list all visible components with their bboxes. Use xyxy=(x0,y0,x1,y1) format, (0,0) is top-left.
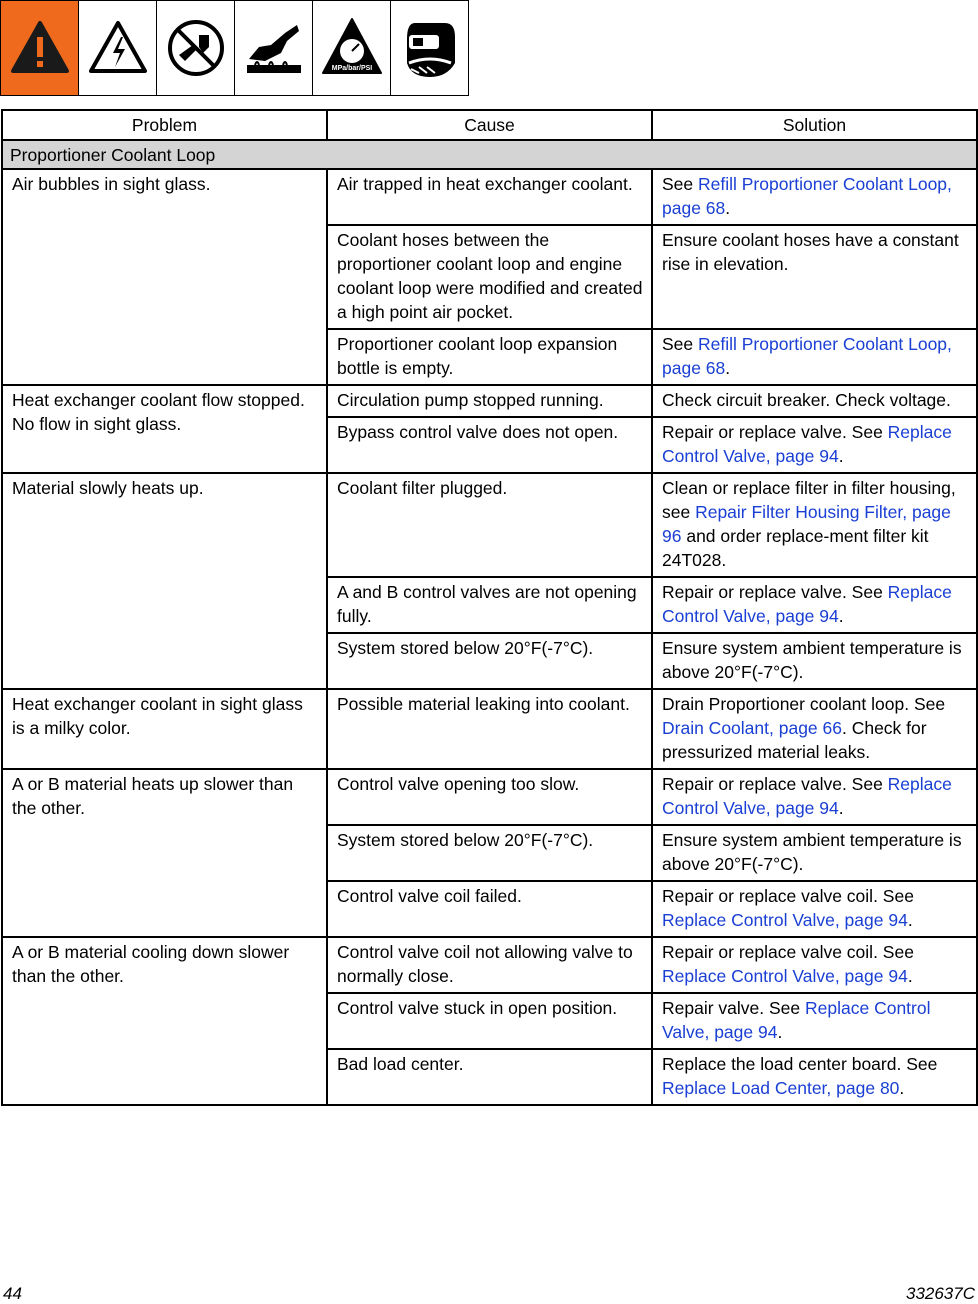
column-header-solution: Solution xyxy=(652,110,977,140)
cause-cell: System stored below 20°F(-7°C). xyxy=(327,825,652,881)
cause-cell: A and B control valves are not opening fully. xyxy=(327,577,652,633)
cross-reference-link[interactable]: Replace Load Center, page 80 xyxy=(662,1078,900,1098)
solution-text: Clean or replace filter in filter housing, see xyxy=(662,478,956,522)
solution-text: Check circuit breaker. Check voltage. xyxy=(662,390,951,410)
problem-cell: Heat exchanger coolant in sight glass is a milky color. xyxy=(2,689,327,769)
section-header-row xyxy=(2,140,977,169)
table-row xyxy=(2,473,977,577)
safety-icon-strip xyxy=(0,0,468,96)
solution-cell xyxy=(652,473,977,577)
solution-cell xyxy=(652,689,977,769)
solution-cell xyxy=(652,385,977,417)
solution-text: Repair or replace valve coil. See xyxy=(662,942,914,962)
cause-cell: System stored below 20°F(-7°C). xyxy=(327,633,652,689)
face-protection-icon xyxy=(390,0,469,96)
solution-text: See xyxy=(662,174,698,194)
cause-cell: Control valve coil not allowing valve to normally close. xyxy=(327,937,652,993)
cause-cell: Coolant filter plugged. xyxy=(327,473,652,577)
cause-cell: Proportioner coolant loop expansion bottle is empty. xyxy=(327,329,652,385)
cross-reference-link[interactable]: Repair Filter Housing Filter, page 96 xyxy=(662,502,951,546)
troubleshooting-table xyxy=(1,109,978,1106)
solution-text: . xyxy=(777,1022,783,1042)
cause-cell: Control valve coil failed. xyxy=(327,881,652,937)
solution-text: and order replace-ment filter kit 24T028. xyxy=(662,526,929,570)
page-number: 44 xyxy=(3,1284,22,1303)
solution-text: . xyxy=(838,606,844,626)
solution-cell xyxy=(652,225,977,329)
problem-cell: A or B material cooling down slower than the other. xyxy=(2,937,327,1105)
document-number: 332637C xyxy=(905,1284,975,1303)
cause-cell: Control valve opening too slow. xyxy=(327,769,652,825)
solution-cell xyxy=(652,633,977,689)
table-row xyxy=(2,689,977,769)
solution-cell xyxy=(652,881,977,937)
solution-text: . xyxy=(899,1078,905,1098)
solution-text: Repair or replace valve. See xyxy=(662,774,888,794)
solution-cell xyxy=(652,825,977,881)
solution-text: Ensure system ambient temperature is above 20°F(-7°C). xyxy=(662,638,962,682)
column-header-cause: Cause xyxy=(327,110,652,140)
cause-cell: Bypass control valve does not open. xyxy=(327,417,652,473)
solution-cell xyxy=(652,1049,977,1105)
solution-text: . Check for pressurized material leaks. xyxy=(662,718,927,762)
solution-text: . xyxy=(838,798,844,818)
problem-cell: Air bubbles in sight glass. xyxy=(2,169,327,385)
solution-text: . xyxy=(725,198,731,218)
hot-surface-burn-icon xyxy=(234,0,313,96)
solution-text: Repair or replace valve. See xyxy=(662,582,888,602)
warning-triangle-icon xyxy=(0,0,79,96)
table-row xyxy=(2,169,977,225)
cross-reference-link[interactable]: Refill Proportioner Coolant Loop, page 68 xyxy=(662,334,952,378)
cause-cell: Control valve stuck in open position. xyxy=(327,993,652,1049)
electric-shock-icon xyxy=(78,0,157,96)
no-hand-near-gun-icon xyxy=(156,0,235,96)
cause-cell: Bad load center. xyxy=(327,1049,652,1105)
pressure-gauge-icon xyxy=(312,0,391,96)
solution-text: . xyxy=(725,358,731,378)
cross-reference-link[interactable]: Replace Control Valve, page 94 xyxy=(662,910,908,930)
cross-reference-link[interactable]: Replace Control Valve, page 94 xyxy=(662,998,931,1042)
table-row xyxy=(2,937,977,993)
cause-cell: Possible material leaking into coolant. xyxy=(327,689,652,769)
solution-text: Ensure system ambient temperature is above 20°F(-7°C). xyxy=(662,830,962,874)
solution-text: Ensure coolant hoses have a constant rise in elevation. xyxy=(662,230,959,274)
cause-cell: Air trapped in heat exchanger coolant. xyxy=(327,169,652,225)
cross-reference-link[interactable]: Refill Proportioner Coolant Loop, page 68 xyxy=(662,174,952,218)
problem-cell: A or B material heats up slower than the other. xyxy=(2,769,327,937)
solution-text: See xyxy=(662,334,698,354)
solution-text: Drain Proportioner coolant loop. See xyxy=(662,694,946,714)
solution-cell xyxy=(652,329,977,385)
solution-text: Repair valve. See xyxy=(662,998,805,1018)
table-row xyxy=(2,385,977,417)
table-header-row xyxy=(2,110,977,140)
cause-cell: Coolant hoses between the proportioner coolant loop and engine coolant loop were modified and created a high point air pocket. xyxy=(327,225,652,329)
solution-cell xyxy=(652,937,977,993)
cross-reference-link[interactable]: Replace Control Valve, page 94 xyxy=(662,774,952,818)
problem-cell: Heat exchanger coolant flow stopped. No flow in sight glass. xyxy=(2,385,327,473)
cross-reference-link[interactable]: Drain Coolant, page 66 xyxy=(662,718,842,738)
solution-cell xyxy=(652,769,977,825)
solution-text: . xyxy=(907,966,913,986)
column-header-problem: Problem xyxy=(2,110,327,140)
table-row xyxy=(2,769,977,825)
cause-cell: Circulation pump stopped running. xyxy=(327,385,652,417)
problem-cell: Material slowly heats up. xyxy=(2,473,327,689)
cross-reference-link[interactable]: Replace Control Valve, page 94 xyxy=(662,582,952,626)
solution-text: Repair or replace valve coil. See xyxy=(662,886,914,906)
solution-cell xyxy=(652,993,977,1049)
solution-text: . xyxy=(907,910,913,930)
solution-text: Replace the load center board. See xyxy=(662,1054,938,1074)
solution-cell xyxy=(652,169,977,225)
cross-reference-link[interactable]: Replace Control Valve, page 94 xyxy=(662,422,952,466)
solution-cell xyxy=(652,577,977,633)
solution-text: . xyxy=(838,446,844,466)
solution-text: Repair or replace valve. See xyxy=(662,422,888,442)
cross-reference-link[interactable]: Replace Control Valve, page 94 xyxy=(662,966,908,986)
gauge-units-text: MPa/bar/PSI xyxy=(331,65,372,72)
section-title: Proportioner Coolant Loop xyxy=(2,140,977,169)
solution-cell xyxy=(652,417,977,473)
